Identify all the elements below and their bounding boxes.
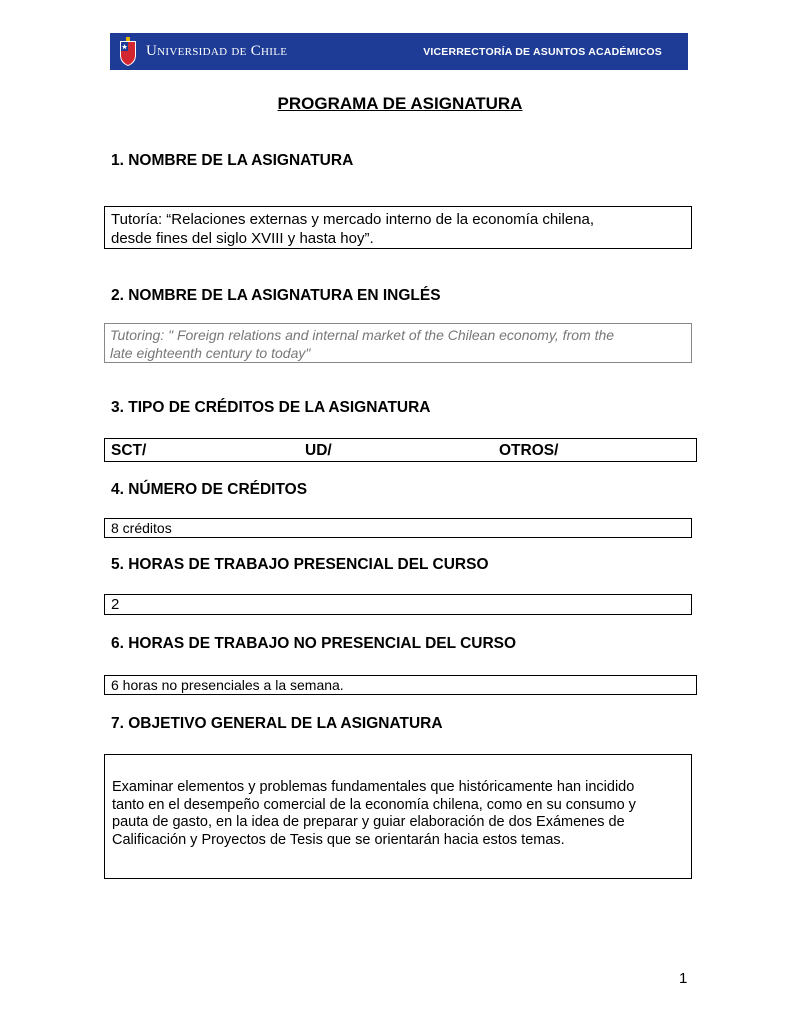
- section-1-heading: 1. NOMBRE DE LA ASIGNATURA: [111, 152, 354, 169]
- section-5-heading: 5. HORAS DE TRABAJO PRESENCIAL DEL CURSO: [111, 556, 489, 573]
- department-name: VICERRECTORÍA DE ASUNTOS ACADÉMICOS: [423, 45, 662, 58]
- section-6-heading: 6. HORAS DE TRABAJO NO PRESENCIAL DEL CURSO: [111, 635, 517, 652]
- section-7-box: [104, 754, 692, 879]
- university-name: Universidad de Chile: [146, 43, 288, 59]
- credit-type-box: [104, 438, 697, 462]
- page-number: 1: [679, 970, 688, 987]
- section-5-box: [104, 594, 692, 615]
- credit-type-sct: SCT/: [111, 442, 147, 459]
- objective-line-4: Calificación y Proyectos de Tesis que se orientarán hacia estos temas.: [112, 831, 565, 848]
- presencial-hours-value: 2: [111, 596, 120, 613]
- credit-type-otros: OTROS/: [499, 442, 559, 459]
- section-4-box: [104, 518, 692, 538]
- header-banner: [110, 33, 688, 70]
- section-1-line-1: Tutoría: “Relaciones externas y mercado interno de la economía chilena,: [111, 211, 595, 228]
- non-presencial-hours-value: 6 horas no presenciales a la semana.: [111, 677, 344, 693]
- section-6-box: [104, 675, 697, 695]
- section-1-box: [104, 206, 692, 249]
- objective-line-1: Examinar elementos y problemas fundamentales que históricamente han incidido: [112, 779, 635, 795]
- section-3-heading: 3. TIPO DE CRÉDITOS DE LA ASIGNATURA: [111, 399, 431, 416]
- section-2-line-2: late eighteenth century to today": [110, 345, 311, 361]
- section-1-line-2: desde fines del siglo XVIII y hasta hoy”.: [111, 230, 374, 247]
- section-7-heading: 7. OBJETIVO GENERAL DE LA ASIGNATURA: [111, 715, 443, 732]
- section-4-heading: 4. NÚMERO DE CRÉDITOS: [111, 481, 308, 498]
- credits-value: 8 créditos: [111, 520, 172, 536]
- document-title: PROGRAMA DE ASIGNATURA: [277, 94, 523, 113]
- credit-type-ud: UD/: [305, 442, 332, 459]
- section-2-line-1: Tutoring: " Foreign relations and internal market of the Chilean economy, from the: [110, 327, 615, 343]
- section-2-heading: 2. NOMBRE DE LA ASIGNATURA EN INGLÉS: [111, 287, 441, 304]
- university-crest-icon: [118, 37, 138, 67]
- objective-line-3: pauta de gasto, en la idea de preparar y guiar elaboración de dos Exámenes de: [112, 814, 625, 830]
- objective-line-2: tanto en el desempeño comercial de la economía chilena, como en su consumo y: [112, 796, 636, 813]
- section-2-box: [104, 323, 692, 363]
